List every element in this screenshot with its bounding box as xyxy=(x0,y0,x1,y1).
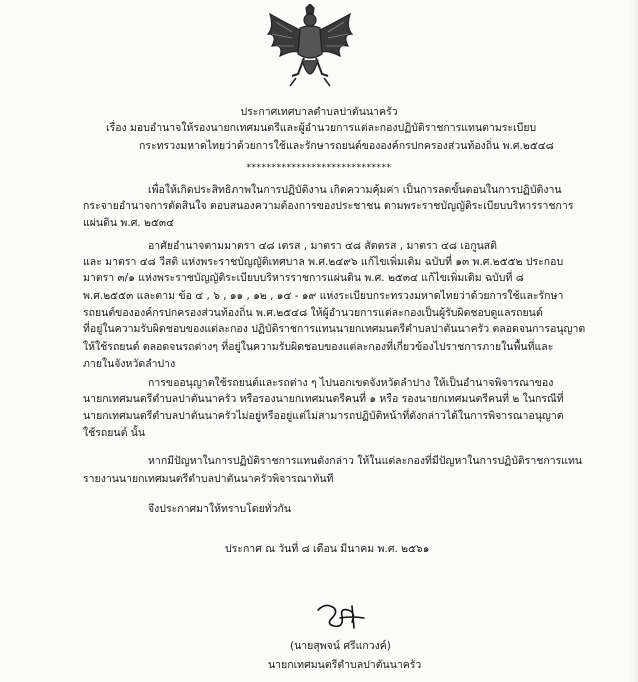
announcement-title: ประกาศเทศบาลตำบลปาตันนาครัว xyxy=(240,106,398,118)
separator-stars: ***************************** xyxy=(246,163,392,173)
paragraph-4-line-2: รายงานนายกเทศมนตรีตำบลปาตันนาครัวพิจารณาทันที xyxy=(83,473,334,485)
paragraph-2-line-6: ที่อยู่ในความรับผิดชอบของแต่ละกอง ปฏิบัติราชการแทนนายกเทศมนตรีตำบลปาตันนาครัว ตลอดจนการอนุญาต xyxy=(83,323,586,335)
paragraph-2-line-3: มาตรา ๓/๑ แห่งพระราชบัญญัติระเบียบบริหารราชการแผ่นดิน พ.ศ. ๒๕๓๔ แก้ไขเพิ่มเติม ฉบับที่ ๘ xyxy=(83,272,524,284)
paragraph-3-line-2: นายกเทศมนตรีตำบลปาตันนาครัว หรือรองนายกเทศมนตรีคนที่ ๑ หรือ รองนายกเทศมนตรีคนที่ ๒ ในกรณีที่ xyxy=(83,393,564,405)
garuda-emblem-icon xyxy=(262,4,358,92)
paragraph-1-line-1: เพื่อให้เกิดประสิทธิภาพในการปฏิบัติงาน เกิดความคุ้มค่า เป็นการลดขั้นตอนในการปฏิบัติงาน xyxy=(148,184,562,196)
paragraph-2-line-7: ให้ใช้รถยนต์ ตลอดจนรถต่างๆ ที่อยู่ในความรับผิดชอบของแต่ละกองที่เกี่ยวข้องไปราชการภายในพื้นที่และ xyxy=(83,341,554,353)
subject-line-2: กระทรวงมหาดไทยว่าด้วยการใช้และรักษารถยนต์ขององค์กรปกครองส่วนท้องถิ่น พ.ศ.๒๕๔๘ xyxy=(139,140,554,152)
paragraph-1-line-2: กระจายอำนาจการตัดสินใจ ตอบสนองความต้องการของประชาชน ตามพระราชบัญญัติระเบียบบริหารราชการ xyxy=(83,200,574,212)
signature-icon xyxy=(312,598,372,632)
scan-edge-shadow xyxy=(628,0,638,682)
paragraph-2-line-8: ภายในจังหวัดลำปาง xyxy=(83,358,176,370)
paragraph-1-line-3: แผ่นดิน พ.ศ. ๒๕๓๔ xyxy=(83,217,175,229)
paragraph-4-line-1: หากมีปัญหาในการปฏิบัติราชการแทนดังกล่าว ให้ในแต่ละกองที่มีปัญหาในการปฏิบัติราชการแทน xyxy=(148,455,583,467)
paragraph-2-line-1: อาศัยอำนาจตามมาตรา ๔๘ เตรส , มาตรา ๔๘ สัตตรส , มาตรา ๔๘ เอกูนสติ xyxy=(148,240,498,252)
paragraph-3-line-4: ใช้รถยนต์ นั้น xyxy=(83,427,146,439)
paragraph-2-line-5: รถยนต์ขององค์กรปกครองส่วนท้องถิ่น พ.ศ.๒๕๔๘ ให้ผู้อำนวยการแต่ละกองเป็นผู้รับผิดชอบดูแลรถยนต์ xyxy=(83,307,543,319)
closing-statement: จึงประกาศมาให้ทราบโดยทั่วกัน xyxy=(148,503,292,515)
paragraph-2-line-4: พ.ศ.๒๕๕๓ และตาม ข้อ ๔ , ๖ , ๑๑ , ๑๒ , ๑๔ - ๑๙ แห่งระเบียบกระทรวงมหาดไทยว่าด้วยการใช้และรักษา xyxy=(83,290,564,302)
signer-position: นายกเทศมนตรีตำบลปาตันนาครัว xyxy=(268,659,422,671)
paragraph-3-line-3: นายกเทศมนตรีตำบลปาตันนาครัวไม่อยู่หรืออยู่แต่ไม่สามารถปฏิบัติหน้าที่ดังกล่าวได้ในการพิจารณาอนุญาต xyxy=(83,410,564,422)
subject-line-1: เรื่อง มอบอำนาจให้รองนายกเทศมนตรีและผู้อำนวยการแต่ละกองปฏิบัติราชการแทนตามระเบียบ xyxy=(106,122,537,134)
signer-name: (นายสุพจน์ ศรีแกวงค์) xyxy=(290,640,391,652)
announcement-date: ประกาศ ณ วันที่ ๘ เดือน มีนาคม พ.ศ. ๒๕๖๑ xyxy=(225,543,430,555)
paragraph-2-line-2: และ มาตรา ๔๘ วีสติ แห่งพระราชบัญญัติเทศบาล พ.ศ.๒๔๙๖ แก้ไขเพิ่มเติม ฉบับที่ ๑๓ พ.ศ.๒๕๕๒ ประกอบ xyxy=(83,256,564,268)
paragraph-3-line-1: การขออนุญาตใช้รถยนต์และรถต่าง ๆ ไปนอกเขตจังหวัดลำปาง ให้เป็นอำนาจพิจารณาของ xyxy=(148,377,554,389)
